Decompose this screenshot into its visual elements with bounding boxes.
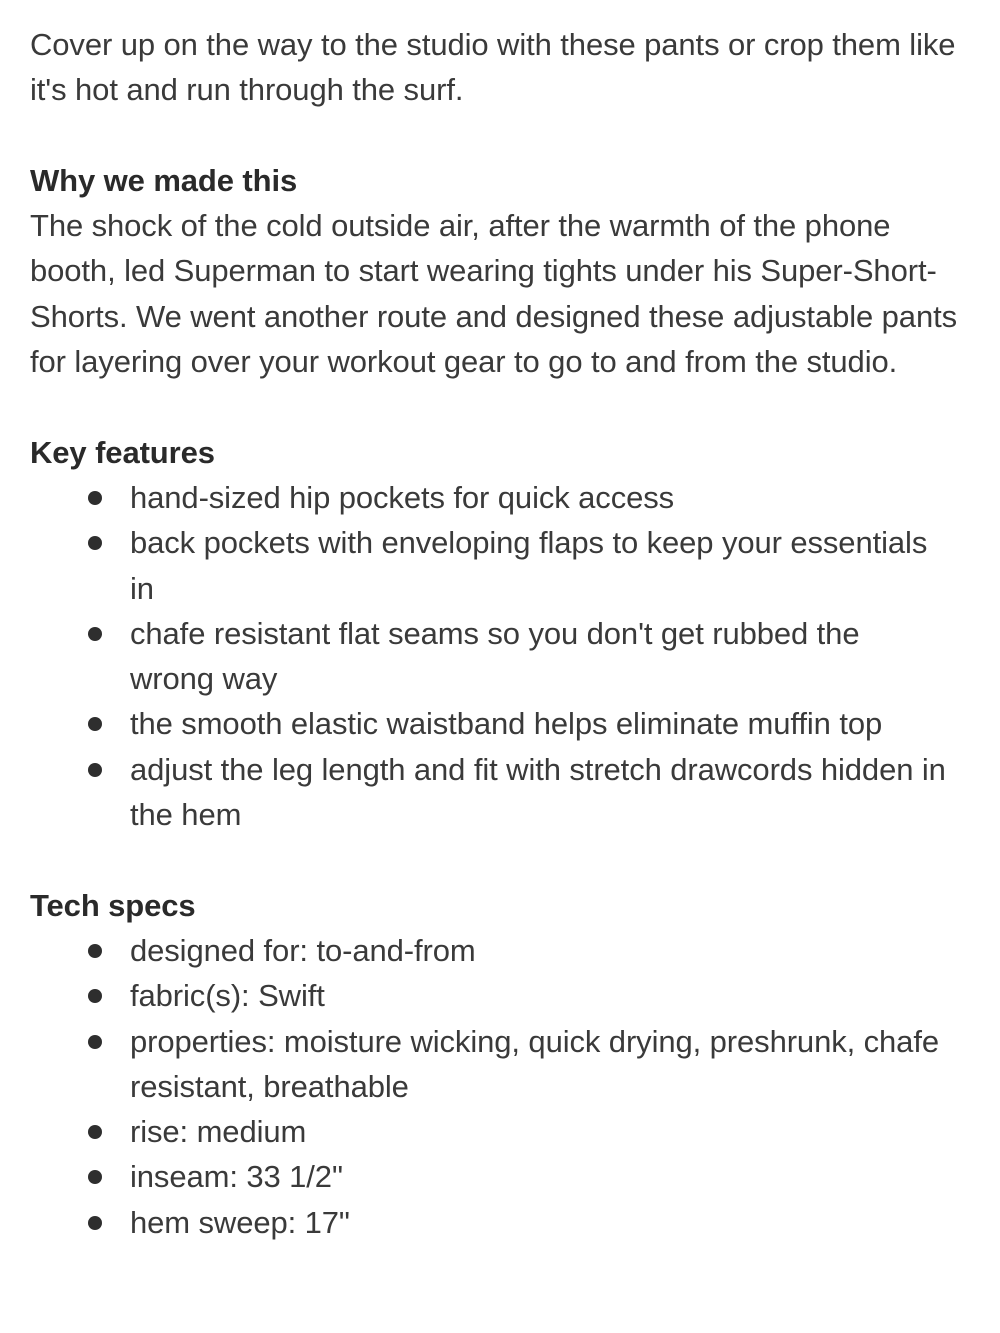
- list-item: [130, 520, 970, 611]
- bullet-icon: [88, 1170, 102, 1184]
- bullet-icon: [88, 491, 102, 505]
- list-item-text: properties: moisture wicking, quick drying, preshrunk, chafe resistant, breathable: [130, 1023, 939, 1104]
- list-item: [130, 611, 970, 702]
- list-item: [130, 747, 970, 838]
- list-item-text: inseam: 33 1/2": [130, 1159, 343, 1195]
- list-item-text: rise: medium: [130, 1114, 307, 1150]
- list-item: [130, 475, 970, 520]
- list-item: [130, 1200, 970, 1245]
- why-we-made-this-body: The shock of the cold outside air, after the warmth of the phone booth, led Superman to start wearing tights under his Super-Short-Shorts. We went another route and designed these adjustable pants for layering over your workout gear to go to and from the studio.: [30, 208, 957, 380]
- bullet-icon: [88, 944, 102, 958]
- list-item-text: the smooth elastic waistband helps eliminate muffin top: [130, 706, 883, 742]
- list-item: [130, 973, 970, 1018]
- key-features-heading: Key features: [30, 434, 215, 470]
- tech-specs-list: [30, 928, 970, 1245]
- list-item-text: adjust the leg length and fit with stretch drawcords hidden in the hem: [130, 751, 946, 833]
- why-we-made-this-heading: Why we made this: [30, 162, 298, 198]
- list-item: [130, 701, 970, 746]
- list-item-text: back pockets with enveloping flaps to keep your essentials in: [130, 525, 928, 606]
- bullet-icon: [88, 989, 102, 1003]
- bullet-icon: [88, 1035, 102, 1049]
- bullet-icon: [88, 1216, 102, 1230]
- bullet-icon: [88, 1125, 102, 1139]
- bullet-icon: [88, 536, 102, 550]
- key-features-list: [30, 475, 970, 837]
- list-item-text: hand-sized hip pockets for quick access: [130, 479, 675, 515]
- intro-paragraph: Cover up on the way to the studio with these pants or crop them like it's hot and run through the surf.: [30, 27, 956, 108]
- bullet-icon: [88, 717, 102, 731]
- tech-specs-section: [30, 883, 970, 1245]
- list-item: [130, 928, 970, 973]
- list-item-text: hem sweep: 17": [130, 1204, 350, 1240]
- bullet-icon: [88, 627, 102, 641]
- bullet-icon: [88, 763, 102, 777]
- list-item-text: chafe resistant flat seams so you don't get rubbed the wrong way: [130, 615, 860, 697]
- list-item: [130, 1019, 970, 1110]
- list-item: [130, 1154, 970, 1199]
- tech-specs-heading: Tech specs: [30, 887, 196, 923]
- list-item: [130, 1109, 970, 1154]
- list-item-text: fabric(s): Swift: [130, 978, 325, 1014]
- key-features-section: [30, 430, 970, 838]
- why-we-made-this-section: [30, 158, 970, 384]
- list-item-text: designed for: to-and-from: [130, 932, 476, 968]
